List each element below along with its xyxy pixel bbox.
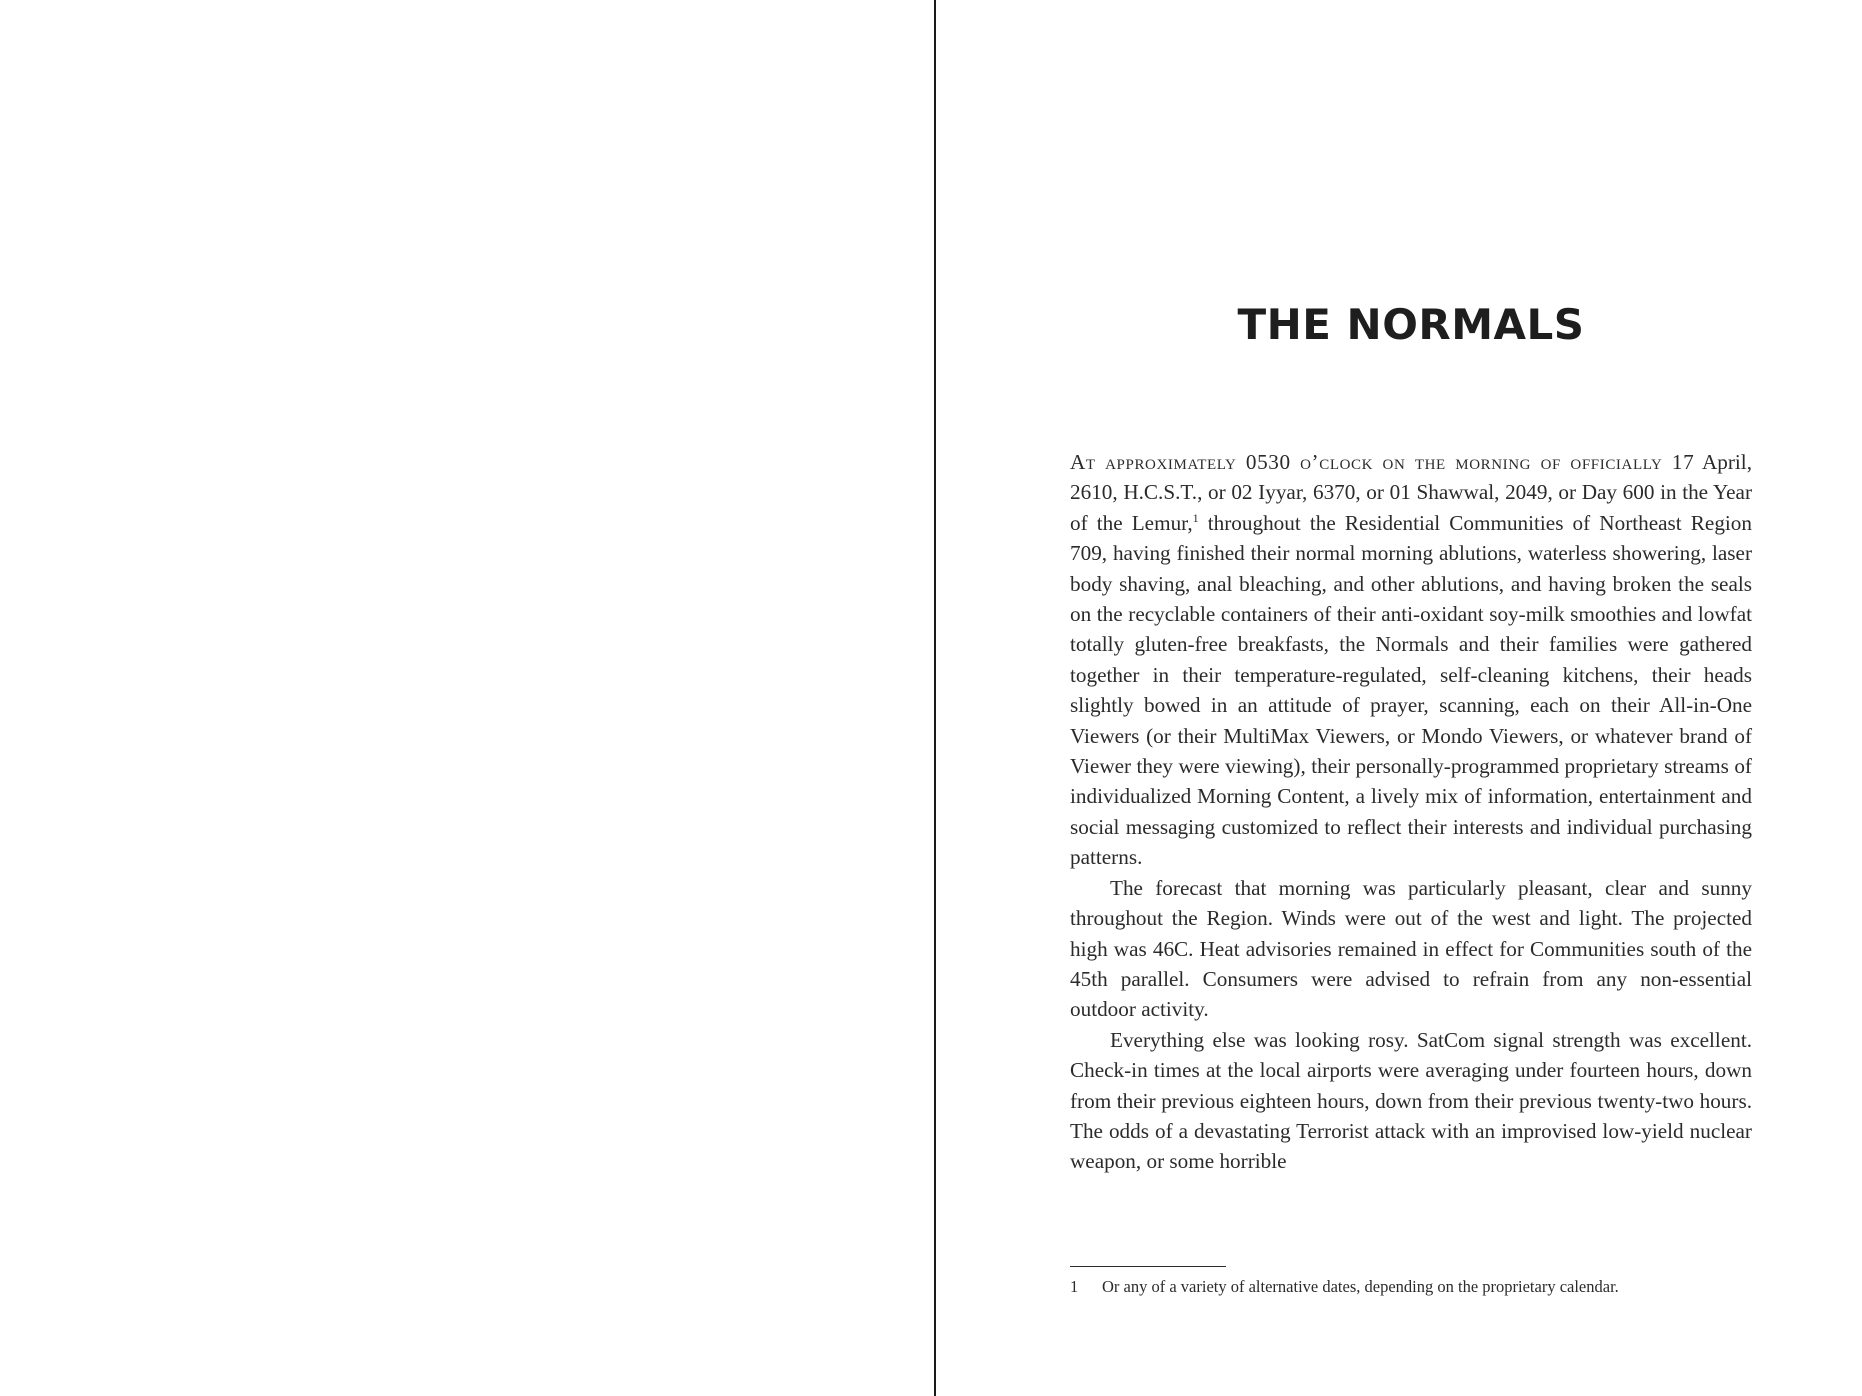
paragraph-1-text-b: throughout the Residential Communities of Northeast Region 709, having finished their normal morning ablutions, waterless showering, laser body shaving, anal bleaching, and other ablutions, and having broken the seals on the recyclable containers of their anti-oxidant soy-milk smoothies and lowfat totally gluten-free breakfasts, the Normals and their families were gathered together in their temperature-regulated, self-cleaning kitchens, their heads slightly bowed in an attitude of prayer, scanning, each on their All-in-One Viewers (or their MultiMax Viewers, or Mondo Viewers, or whatever brand of Viewer they were viewing), their personally-programmed proprietary streams of individualized Morning Content, a lively mix of information, entertainment and social messaging customized to reflect their interests and individual purchasing patterns. (1070, 510, 1752, 870)
paragraph-1-text-a: April, 2610, H.C.S.T., or 02 Iyyar, 6370, or 01 Shawwal, 2049, or Day 600 in the Year of the Lemur, (1070, 450, 1752, 535)
chapter-body (1070, 447, 1752, 1177)
footnote-text: Or any of a variety of alternative dates, depending on the proprietary calendar. (1102, 1277, 1619, 1296)
paragraph-1 (1070, 447, 1752, 873)
paragraph-3: Everything else was looking rosy. SatCom signal strength was excellent. Check-in times at the local airports were averaging under fourteen hours, down from their previous eighteen hours, down from their previous twenty-two hours. The odds of a devastating Terrorist attack with an improvised low-yield nuclear weapon, or some horrible (1070, 1027, 1752, 1174)
opening-smallcaps: At approximately 0530 o’clock on the morning of officially 17 (1070, 450, 1695, 474)
paragraph-2: The forecast that morning was particularly pleasant, clear and sunny throughout the Region. Winds were out of the west and light. The projected high was 46C. Heat advisories remained in effect for Communities south of the 45th parallel. Consumers were advised to refrain from any non-essential outdoor activity. (1070, 875, 1752, 1022)
chapter-title: THE NORMALS (1237, 300, 1585, 349)
footnote (1070, 1276, 1752, 1298)
footnote-number: 1 (1070, 1277, 1079, 1296)
footnote-reference[interactable]: 1 (1192, 510, 1199, 525)
footnote-divider (1070, 1266, 1226, 1267)
